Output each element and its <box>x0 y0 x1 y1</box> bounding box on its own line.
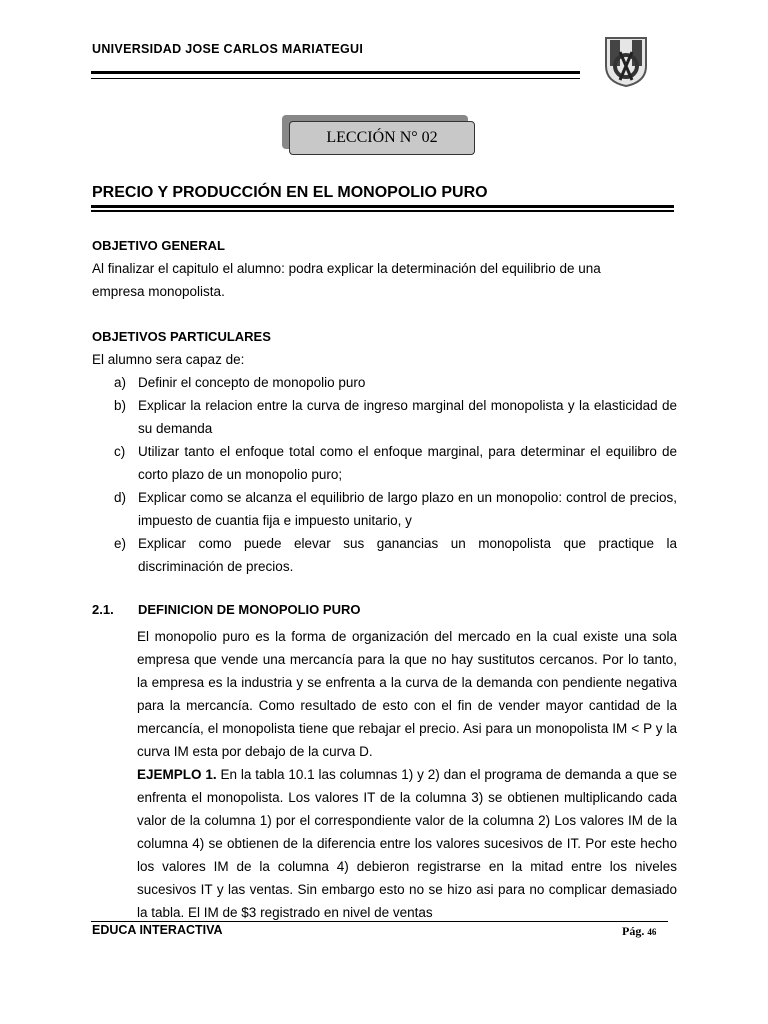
example-paragraph <box>137 763 677 920</box>
page-label: Pág. <box>622 924 645 938</box>
list-item <box>114 486 677 532</box>
section-heading <box>92 602 360 617</box>
list-item-marker: b) <box>114 398 127 413</box>
footer-publisher: EDUCA INTERACTIVA <box>92 923 223 937</box>
section-paragraph: El monopolio puro es la forma de organización del mercado en la cual existe una sola empresa que vende una mercancía para la que no hay sustitutos cercanos. Por lo tanto, la empresa es la industria y se enfrenta a la curva de la demanda con pendiente negativa para la mercancía. Como resultado de esto con el fin de vender mayor cantidad de la mercancía, el monopolista tiene que rebajar el precio. Asi para un monopolista IM < P y la curva IM esta por debajo de la curva D. <box>137 629 677 759</box>
section-body <box>137 625 677 920</box>
list-item-text: Utilizar tanto el enfoque total como el enfoque marginal, para determinar el equilibro de corto plazo de un monopolio puro; <box>138 444 677 482</box>
objetivo-general-block <box>92 234 677 303</box>
list-item <box>114 371 677 394</box>
lesson-number-box: LECCIÓN N° 02 <box>289 121 475 155</box>
university-crest-icon <box>600 36 652 88</box>
list-item-marker: a) <box>114 375 127 390</box>
footer-rule <box>91 921 668 922</box>
list-item-text: Explicar como puede elevar sus ganancias un monopolista que practique la discriminación de precios. <box>138 536 677 574</box>
footer-page <box>622 924 656 939</box>
university-name: UNIVERSIDAD JOSE CARLOS MARIATEGUI <box>92 42 364 56</box>
objectives-list <box>114 371 677 578</box>
list-item-text: Explicar como se alcanza el equilibrio de largo plazo en un monopolio: control de precios, impuesto de cuantia fija e impuesto unitario, y <box>138 490 677 528</box>
list-item <box>114 532 677 578</box>
header-rule-thin <box>91 78 580 79</box>
section-title: DEFINICION DE MONOPOLIO PURO <box>138 602 361 617</box>
header-rule <box>91 71 580 74</box>
title-rule-thick <box>91 205 674 208</box>
example-label: EJEMPLO 1. <box>137 767 217 782</box>
objetivo-general-line2: empresa monopolista. <box>92 284 225 299</box>
objetivos-particulares-heading: OBJETIVOS PARTICULARES <box>92 329 271 344</box>
objetivos-particulares-block <box>92 325 677 371</box>
list-item-marker: c) <box>114 444 126 459</box>
list-item <box>114 440 677 486</box>
title-rule <box>91 210 674 212</box>
objetivo-general-line1: Al finalizar el capitulo el alumno: podra explicar la determinación del equilibrio de una <box>92 261 601 276</box>
list-item-text: Explicar la relacion entre la curva de ingreso marginal del monopolista y la elasticidad de su demanda <box>138 398 677 436</box>
section-number: 2.1. <box>92 602 114 617</box>
list-item-text: Definir el concepto de monopolio puro <box>138 375 366 390</box>
objetivo-general-heading: OBJETIVO GENERAL <box>92 238 225 253</box>
example-text: En la tabla 10.1 las columnas 1) y 2) dan el programa de demanda a que se enfrenta el monopolista. Los valores IT de la columna 3) se obtienen multiplicando cada valor de la columna 1) por el correspondiente valor de la columna 2) Los valores IM de la columna 4) se obtienen de la diferencia entre los valores sucesivos de IT. Por este hecho los valores IM de la columna 4) debieron registrarse en la mitad entre los niveles sucesivos IT y las ventas. Sin embargo esto no se hizo asi para no complicar demasiado la tabla. El IM de $3 registrado en nivel de ventas <box>137 767 677 920</box>
list-item-marker: e) <box>114 536 127 551</box>
list-item-marker: d) <box>114 490 127 505</box>
page-number: 46 <box>647 927 657 937</box>
list-item <box>114 394 677 440</box>
chapter-title: PRECIO Y PRODUCCIÓN EN EL MONOPOLIO PURO <box>92 184 488 201</box>
objetivos-particulares-intro: El alumno sera capaz de: <box>92 352 245 367</box>
